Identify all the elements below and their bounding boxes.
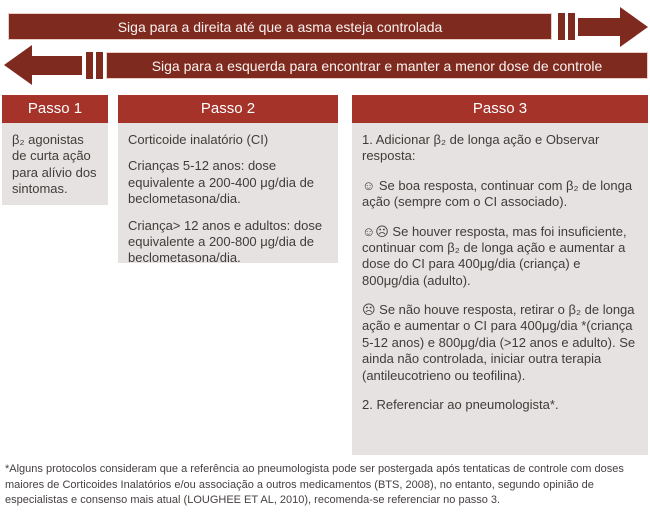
step-2-header: Passo 2 xyxy=(118,95,338,123)
arrow-left-dash-2 xyxy=(96,52,103,79)
arrow-right-bar xyxy=(8,13,552,40)
arrow-left-label: Siga para a esquerda para encontrar e manter a menor dose de controle xyxy=(151,57,603,74)
step-3-paragraph: 1. Adicionar β₂ de longa ação e Observar resposta: xyxy=(362,132,600,164)
footnote: *Alguns protocolos consideram que a referência ao pneumologista pode ser postergada após tentaticas de controle com doses maiores de Corticoides Inalatórios e/ou associação a outros medicamentos (BTS, 2008), no entanto, segundo opinião de especialistas e consenso mais atual (LOUGHEE ET AL, 2010), recomenda-se referenciar no passo 3. xyxy=(5,463,624,507)
arrow-right-dash-1 xyxy=(558,13,565,40)
arrow-right-head-icon xyxy=(620,7,648,47)
arrow-left-shaft xyxy=(30,56,82,75)
arrow-left-head-icon xyxy=(4,45,32,85)
step-3-paragraph: ☺☹ Se houver resposta, mas foi insuficiente, continuar com β₂ de longa ação e aumentar a dose do CI para 400μg/dia (criança) e 800μg/dia (adulto). xyxy=(362,223,627,288)
arrow-right-label: Siga para a direita até que a asma esteja controlada xyxy=(117,18,443,35)
step-1-column xyxy=(2,95,108,205)
step-3-paragraph: 2. Referenciar ao pneumologista*. xyxy=(362,396,559,412)
arrow-left-bar xyxy=(106,52,648,79)
step-3-paragraph: ☹ Se não houve resposta, retirar o β₂ de longa ação e aumentar o CI para 400μg/dia *(criança 5-12 anos) e 800μg/dia (>12 anos e adulto). Se ainda não controlada, iniciar outra terapia (antileucotrieno ou teofilina). xyxy=(362,302,636,383)
step-1-paragraph: β₂ agonistas de curta ação para alívio dos sintomas. xyxy=(12,132,97,197)
arrow-right-dash-2 xyxy=(568,13,575,40)
step-2-paragraph: Corticoide inalatório (CI) xyxy=(128,132,269,147)
step-1-body xyxy=(2,123,108,205)
arrow-left-dash-1 xyxy=(86,52,93,79)
step-2-column xyxy=(118,95,338,266)
step-3-column xyxy=(352,95,648,455)
step-2-paragraph: Criança> 12 anos e adultos: dose equivalente a 200-800 μg/dia de beclometasona/dia. xyxy=(128,217,323,266)
step-2-body xyxy=(118,123,338,266)
step-3-body xyxy=(352,123,648,455)
arrow-right-shaft xyxy=(578,18,620,36)
step-3-paragraph: ☺ Se boa resposta, continuar com β₂ de longa ação (sempre com o CI associado). xyxy=(362,177,633,210)
step-3-header: Passo 3 xyxy=(352,95,648,123)
step-1-header: Passo 1 xyxy=(2,95,108,123)
step-2-paragraph: Crianças 5-12 anos: dose equivalente a 200-400 μg/dia de beclometasona/dia. xyxy=(128,158,315,207)
